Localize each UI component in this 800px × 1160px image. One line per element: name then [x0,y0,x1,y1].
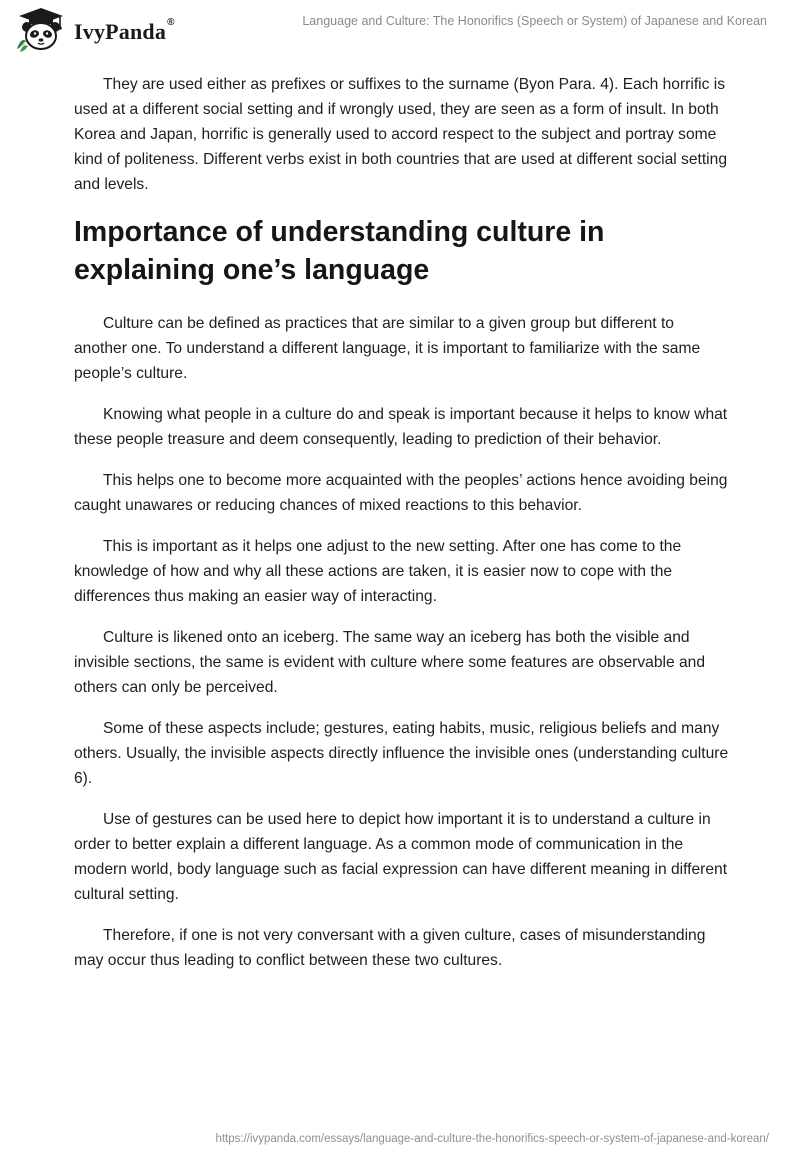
paragraph: Use of gestures can be used here to depict how important it is to understand a culture in order to better explain a different language. As a common mode of communication in the modern world, body language such as facial expression can have different meaning in different cultural setting. [74,811,728,903]
panda-graduate-logo-icon [14,7,68,53]
paragraph: Culture is likened onto an iceberg. The same way an iceberg has both the visible and invisible sections, the same is evident with culture where some features are observable and others can only be perceived. [74,629,706,696]
brand-logo[interactable] [14,7,204,53]
paragraph: This helps one to become more acquainted with the peoples’ actions hence avoiding being caught unawares or reducing chances of mixed reactions to this behavior. [74,472,728,514]
source-url-link[interactable]: https://ivypanda.com/essays/language-and-culture-the-honorifics-speech-or-system-of-japanese-and-korean/ [215,1133,769,1145]
page-header [0,0,800,70]
article-body [74,72,730,989]
section-heading: Importance of understanding culture in explaining one’s language [74,216,605,286]
paragraph: This is important as it helps one adjust to the new setting. After one has come to the knowledge of how and why all these actions are taken, it is easier now to cope with the differences thus making an easier way of interacting. [74,538,682,605]
paragraph: Knowing what people in a culture do and speak is important because it helps to know what these people treasure and deem consequently, leading to prediction of their behavior. [74,406,728,448]
document-title: Language and Culture: The Honorifics (Speech or System) of Japanese and Korean [302,14,767,28]
intro-paragraph: They are used either as prefixes or suffixes to the surname (Byon Para. 4). Each horrific is used at a different social setting and if wrongly used, they are seen as a form of insult. In both Korea and Japan, horrific is generally used to accord respect to the subject and portray some kind of politeness. Different verbs exist in both countries that are used at different social setting and levels. [74,76,727,193]
brand-name: IvyPanda® [74,17,175,44]
registered-mark: ® [167,17,175,28]
paragraph: Some of these aspects include; gestures, eating habits, music, religious beliefs and many others. Usually, the invisible aspects directly influence the invisible ones (understanding culture 6). [74,720,729,787]
paragraph: Culture can be defined as practices that are similar to a given group but different to another one. To understand a different language, it is important to familiarize with the same people’s culture. [74,315,701,382]
paragraph: Therefore, if one is not very conversant with a given culture, cases of misunderstanding may occur thus leading to conflict between these two cultures. [74,927,706,969]
